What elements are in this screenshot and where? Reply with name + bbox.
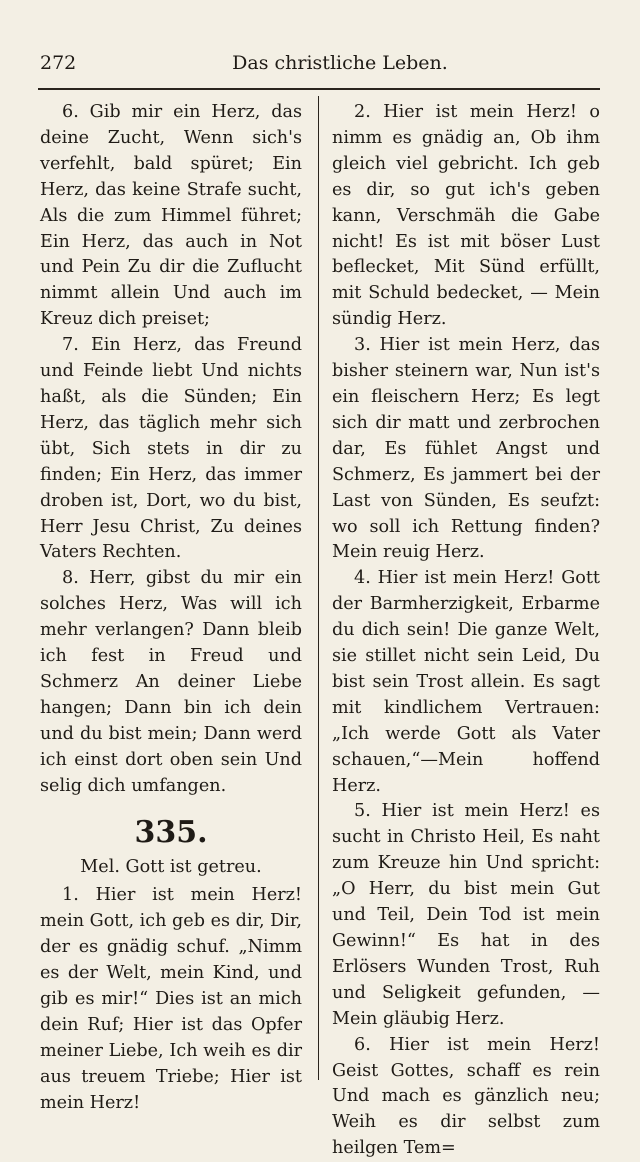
page-header (40, 52, 600, 78)
melody-line: Mel. Gott ist getreu. (80, 857, 262, 878)
header-rule (38, 88, 600, 90)
verse-8: 8. Herr, gibst du mir ein solches Herz, Was will ich mehr verlangen? Dann bleib ich fest in Freud und Schmerz An deiner Liebe hangen; Dann bin ich dein und du bist mein; Dann werd ich einst dort oben sein Und selig dich umfangen. (40, 568, 302, 796)
hymn-number: 335. (134, 815, 208, 851)
verse-7: 7. Ein Herz, das Freund und Feinde liebt Und nichts haßt, als die Sünden; Ein Herz, das täglich mehr sich übt, Sich stets in dir zu finden; Ein Herz, das immer droben ist, Dort, wo du bist, Herr Jesu Christ, Zu deines Vaters Rechten. (40, 335, 302, 563)
hymn-verse-3: 3. Hier ist mein Herz, das bisher steinern war, Nun ist's ein fleischern Herz; Es legt sich dir matt und zerbrochen dar, Es fühlet Angst und Schmerz, Es jammert bei der Last von Sünden, Es seufzt: wo soll ich Rettung finden? Mein reuig Herz. (332, 335, 600, 563)
hymn-verse-5: 5. Hier ist mein Herz! es sucht in Christo Heil, Es naht zum Kreuze hin Und spricht: „O Herr, du bist mein Gut und Teil, Dein Tod ist mein Gewinn!“ Es hat in des Erlösers Wunden Trost, Ruh und Seligkeit gefunden, — Mein gläubig Herz. (332, 801, 600, 1029)
hymn-verse-2: 2. Hier ist mein Herz! o nimm es gnädig an, Ob ihm gleich viel gebricht. Ich geb es dir, so gut ich's geben kann, Verschmäh die Gabe nicht! Es ist mit böser Lust beflecket, Mit Sünd erfüllt, mit Schuld bedecket, — Mein sündig Herz. (332, 102, 600, 330)
right-column (332, 100, 600, 1162)
page-number: 272 (40, 52, 77, 74)
verse-6: 6. Gib mir ein Herz, das deine Zucht, Wenn sich's verfehlt, bald spüret; Ein Herz, das keine Strafe sucht, Als die zum Himmel führet; Ein Herz, das auch in Not und Pein Zu dir die Zuflucht nimmt allein Und auch im Kreuz dich preiset; (40, 102, 302, 330)
hymn-verse-6: 6. Hier ist mein Herz! Geist Gottes, schaff es rein Und mach es gänzlich neu; Weih es dir selbst zum heilgen Tem= (332, 1034, 600, 1159)
column-divider (318, 96, 319, 1080)
running-title: Das christliche Leben. (232, 52, 448, 74)
left-column (40, 100, 302, 1117)
hymn-verse-1: 1. Hier ist mein Herz! mein Gott, ich geb es dir, Dir, der es gnädig schuf. „Nimm es der Welt, mein Kind, und gib es mir!“ Dies ist an mich dein Ruf; Hier ist das Opfer meiner Liebe, Ich weih es dir aus treuem Triebe; Hier ist mein Herz! (40, 885, 302, 1113)
hymn-verse-4: 4. Hier ist mein Herz! Gott der Barmherzigkeit, Erbarme du dich sein! Die ganze Welt, sie stillet nicht sein Leid, Du bist sein Trost allein. Es sagt mit kindlichem Vertrauen: „Ich werde Gott als Vater schauen,“—Mein hoffend Herz. (332, 568, 600, 796)
